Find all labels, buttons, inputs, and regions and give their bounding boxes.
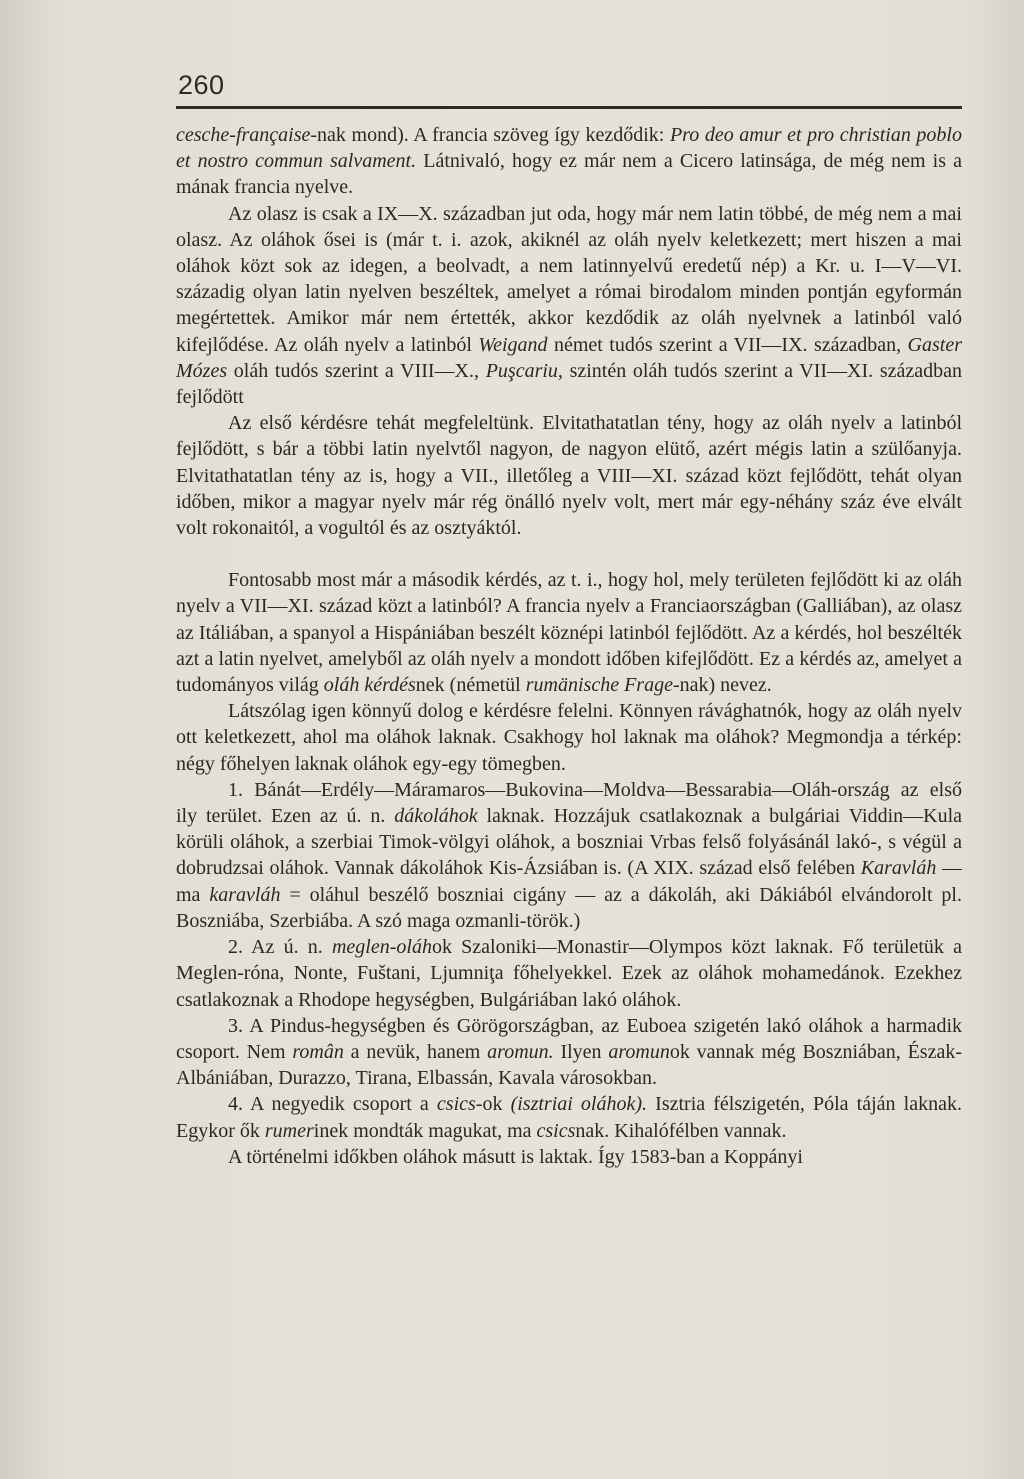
text-segment: szintén oláh tudós szerint a VII—XI. században fejlődött: [176, 359, 962, 409]
paragraph: [176, 1013, 962, 1092]
text-segment: -nak mond). A francia szöveg így kezdődik:: [310, 124, 670, 146]
text-segment: = oláhul beszélő boszniai cigány — az a dákoláh, aki Dákiából elvándorolt pl. Boszniába, Szerbiába. A szó maga ozmanli-török.): [176, 883, 962, 932]
italic-text: Karavláh: [860, 857, 937, 880]
text-segment: inek mondták magukat, ma: [313, 1119, 537, 1142]
italic-text: oláh kérdés: [323, 674, 416, 697]
text-segment: Az első kérdésre tehát megfeleltünk. Elvitathatatlan tény, hogy az oláh nyelv a latinból fejlődött, s bár a többi latin nyelvtől nagyon, de nagyon elütő, azért mégis latin a szülőanyja. Elvitathatatlan tény az is, hogy a VII., illetőleg a VIII—XI. század közt fejlődött, tehát olyan időben, mikor a magyar nyelv már rég önálló nyelv volt, mert már egy-néhány száz éve elvált volt rokonaitól, a vogultól és az osztyáktól.: [176, 412, 962, 540]
italic-text: cesche-française: [176, 124, 311, 146]
text-segment: német tudós szerint a VII—IX. században,: [547, 333, 908, 356]
italic-text: (isztriai oláhok).: [510, 1093, 648, 1116]
paragraph: [176, 1144, 962, 1170]
paragraph: [176, 122, 962, 201]
text-segment: nak. Kihalófélben vannak.: [575, 1119, 787, 1142]
text-segment: A történelmi időkben oláhok másutt is laktak. Így 1583-ban a Koppányi: [228, 1145, 803, 1168]
paragraph: [176, 410, 962, 541]
text-segment: Az olasz is csak a IX—X. században jut oda, hogy már nem latin többé, de még nem a mai olasz. Az oláhok ősei is (már t. i. azok, akiknél az oláh nyelv keletkezett; mert hiszen a mai oláhok közt sok az idegen, a beolvadt, a nem latinnyelvű eredetű nép) a Kr. u. I—V—VI. századig olyan latin nyelven beszéltek, amelyet a római birodalom minden pontján egyformán megértettek. Amikor már nem értették, akkor kezdődik az oláh nyelvnek a latinból való kifejlődése. Az oláh nyelv a latinból: [176, 202, 962, 356]
text-segment: laknak. Hozzájuk csatlakoznak a bulgáriai Viddin—Kula körüli oláhok, a szerbiai Timok-völgyi oláhok, a boszniai Vrbas felső folyásánál lakó-, s végül a dobrudzsai oláhok. Vannak dákoláhok Kis-Ázsiában is. (A XIX. század első felében: [176, 805, 963, 880]
italic-text: dákoláhok: [394, 805, 478, 828]
text-segment: nek (németül: [415, 674, 526, 697]
paragraph: [176, 698, 962, 777]
italic-text: meglen-oláh: [331, 936, 432, 959]
italic-text: Weigand: [478, 333, 548, 356]
text-segment: Isztria félszigetén, Póla táján laknak. Egykor ők: [176, 1093, 962, 1142]
italic-text: karavláh: [209, 883, 281, 906]
text-segment: Ilyen: [553, 1040, 609, 1063]
paragraph: [176, 934, 962, 1013]
text-segment: ok Szaloniki—Monastir—Olympos közt laknak. Fő területük a Meglen-róna, Nonte, Fuštani, Ljumniţa főhelyekkel. Ezek az oláhok mohamedánok. Ezekhez csatlakoznak a Rhodope hegységben, Bulgáriában lakó oláhok.: [176, 936, 963, 1011]
body-text: [176, 122, 962, 1170]
header-rule: [176, 106, 962, 109]
italic-text: csics: [536, 1119, 576, 1142]
paragraph: [176, 201, 962, 411]
text-segment: -nak) nevez.: [672, 674, 772, 697]
italic-text: csics: [436, 1093, 476, 1116]
text-segment: Látszólag igen könnyű dolog e kérdésre felelni. Könnyen rávághatnók, hogy az oláh nyelv ott keletkezett, ahol ma oláhok laknak. Csakhogy hol laknak ma oláhok? Megmondja a térkép: négy főhelyen laknak oláhok egy-egy tömegben.: [176, 700, 962, 775]
paragraph: [176, 777, 962, 934]
page-number: 260: [178, 70, 225, 100]
paragraph: [176, 1091, 962, 1143]
text-segment: 4. A negyedik csoport a: [228, 1093, 437, 1116]
text-segment: — ma: [176, 857, 963, 906]
text-segment: a nevük, hanem: [343, 1040, 488, 1063]
text-segment: 3. A Pindus-hegységben és Görögországban, az Euboea szigetén lakó oláhok a harmadik csoport. Nem: [176, 1014, 962, 1063]
text-segment: -ok: [475, 1093, 511, 1116]
italic-text: rumänische Frage: [525, 674, 673, 697]
italic-text: aromun.: [487, 1040, 554, 1063]
italic-text: aromun: [608, 1040, 670, 1063]
text-segment: Fontosabb most már a második kérdés, az t. i., hogy hol, mely területen fejlődött ki az oláh nyelv a VII—XI. század közt a latinból? A francia nyelv a Franciaországban (Galliában), az olasz az Itáliában, a spanyol a Hispániában beszélt köznépi latinból fejlődött. Az a kérdés, hol beszélték azt a latin nyelvet, amelyből az oláh nyelv a mondott időben kifejlődött. Ez a kérdés az, amelyet a tudományos világ: [176, 569, 962, 697]
paragraph: [176, 567, 962, 698]
italic-text: Puşcariu,: [485, 359, 563, 382]
text-segment: oláh tudós szerint a VIII—X.,: [227, 359, 486, 382]
italic-text: Gaster Mózes: [176, 333, 962, 382]
italic-text: rumer: [264, 1119, 314, 1142]
text-segment: Látnivaló, hogy ez már nem a Cicero latinsága, de még nem is a mának francia nyelve.: [176, 150, 963, 199]
italic-text: Pro deo amur et pro christian poblo et nostro commun salvament.: [176, 124, 962, 173]
italic-text: român: [292, 1040, 344, 1063]
text-segment: 2. Az ú. n.: [228, 936, 332, 959]
text-segment: ok vannak még Boszniában, Észak-Albániában, Durazzo, Tirana, Elbassán, Kavala városokban.: [176, 1040, 962, 1090]
text-segment: 1. Bánát—Erdély—Máramaros—Bukovina—Moldva—Bessarabia—Oláh-ország az első ily terület. Ezen az ú. n.: [176, 778, 962, 828]
